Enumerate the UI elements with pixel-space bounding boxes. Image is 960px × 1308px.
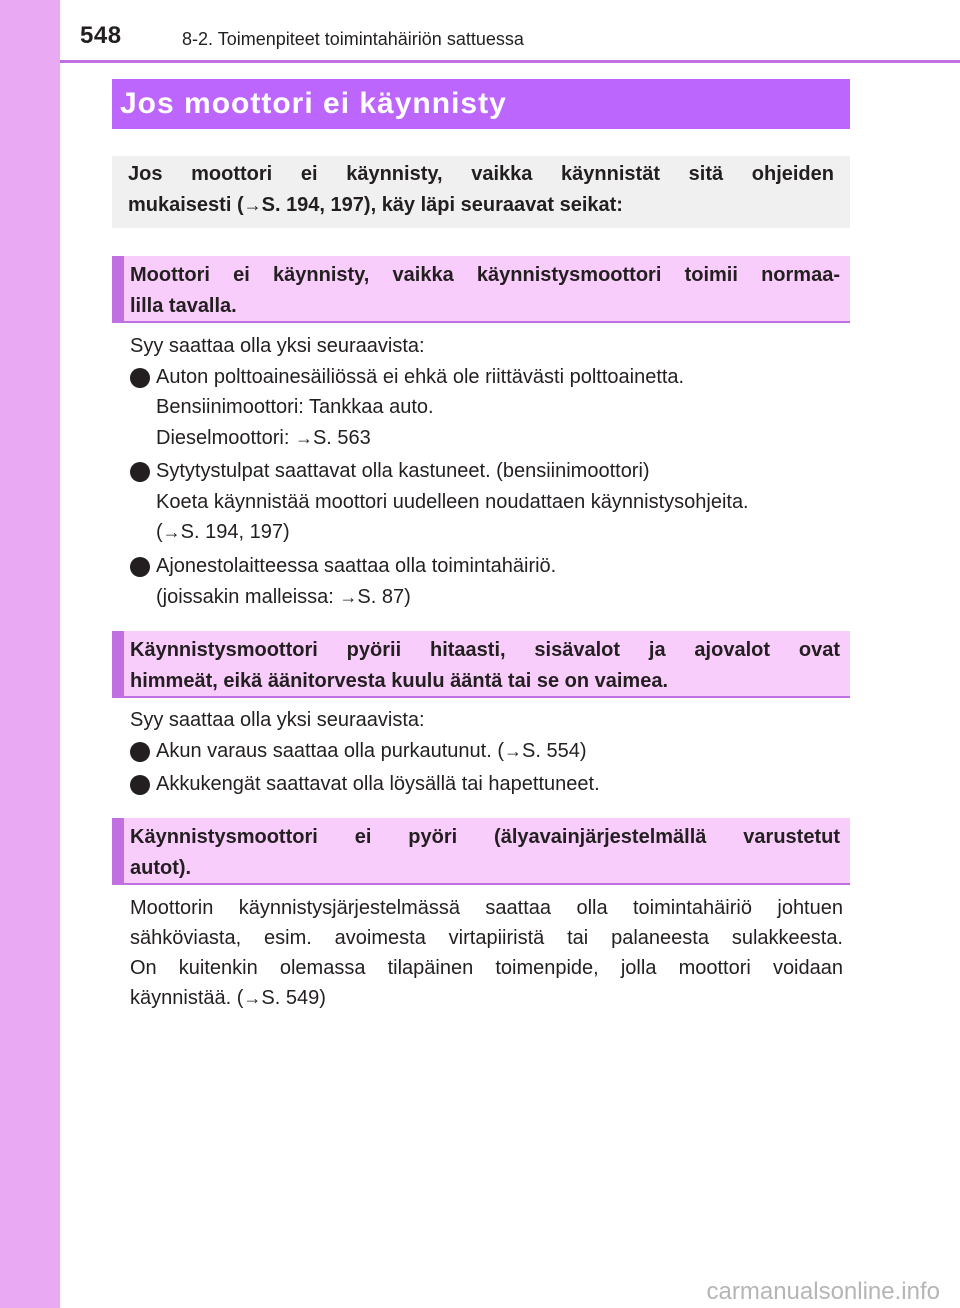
bullet-icon — [130, 557, 150, 577]
paragraph-line-1: Moottorin käynnistysjärjestelmässä saattaa olla toimintahäiriö johtuen — [130, 897, 843, 919]
paragraph-line-3: On kuitenkin olemassa tilapäinen toimenpide, jolla moottori voidaan — [130, 957, 843, 979]
intro-line-2-start: mukaisesti ( — [128, 194, 244, 216]
bullet-icon — [130, 462, 150, 482]
bullet-2-line-1: Sytytystulpat saattavat olla kastuneet. (bensiinimoottori) — [156, 460, 650, 482]
bullet-2-page-ref[interactable]: S. 194, 197) — [180, 521, 290, 543]
bullet-4-line-1-start: Akun varaus saattaa olla purkautunut. ( — [156, 740, 504, 762]
section-1-lead: Syy saattaa olla yksi seuraavista: — [130, 335, 425, 357]
arrow-icon: → — [162, 522, 181, 542]
bullet-2-line-2: Koeta käynnistää moottori uudelleen noudattaen käynnistysohjeita. — [156, 491, 749, 513]
bullet-3-line-2 — [156, 582, 411, 613]
bullet-1-line-1: Auton polttoainesäiliössä ei ehkä ole riittävästi polttoainetta. — [156, 366, 685, 388]
paragraph-page-ref[interactable]: S. 549) — [261, 987, 326, 1009]
subheading-3-line-1: Käynnistysmoottori ei pyöri (älyavainjärjestelmällä varustetut — [130, 826, 840, 848]
watermark: carmanualsonline.info — [706, 1278, 940, 1305]
bullet-3-line-2-start: (joissakin malleissa: — [156, 586, 340, 608]
section-header: 8-2. Toimenpiteet toimintahäiriön sattuessa — [182, 29, 524, 49]
side-color-band — [0, 0, 60, 1308]
bullet-1-line-3 — [156, 423, 371, 454]
intro-page-ref[interactable]: S. 194, 197), käy läpi seuraavat seikat: — [261, 194, 623, 216]
page-number: 548 — [80, 22, 122, 49]
bullet-1-page-ref[interactable]: S. 563 — [312, 427, 371, 449]
subheading-box-2 — [112, 631, 850, 698]
bullet-3-page-ref[interactable]: S. 87) — [357, 586, 411, 608]
bullet-5-line-1: Akkukengät saattavat olla löysällä tai hapettuneet. — [156, 773, 600, 795]
intro-box — [112, 156, 850, 228]
paragraph-line-2: sähköviasta, esim. avoimesta virtapiiristä tai palaneesta sulakkeesta. — [130, 927, 843, 949]
arrow-icon: → — [243, 195, 262, 215]
page-title: Jos moottori ei käynnisty — [120, 87, 507, 120]
subheading-2-line-1: Käynnistysmoottori pyörii hitaasti, sisävalot ja ajovalot ovat — [130, 639, 840, 661]
arrow-icon: → — [504, 741, 522, 761]
subheading-3-line-2: autot). — [130, 857, 192, 879]
paragraph-line-4 — [130, 983, 843, 1013]
subheading-1-line-1: Moottori ei käynnisty, vaikka käynnistysmoottori toimii normaa- — [130, 264, 840, 286]
arrow-icon: → — [294, 428, 313, 448]
subheading-box-3 — [112, 818, 850, 885]
bullet-1-line-3-start: Dieselmoottori: — [156, 427, 295, 449]
intro-line-2 — [128, 194, 623, 216]
page-title-bar — [112, 79, 850, 129]
arrow-icon: → — [339, 587, 358, 607]
arrow-icon: → — [243, 988, 262, 1008]
intro-line-1: Jos moottori ei käynnisty, vaikka käynnistät sitä ohjeiden — [128, 163, 834, 185]
bullet-2-line-3 — [156, 517, 290, 548]
bullet-icon — [130, 775, 150, 795]
subheading-1-line-2: lilla tavalla. — [130, 295, 237, 317]
bullet-2-line-3-start: ( — [156, 521, 163, 543]
header-rule — [60, 60, 960, 63]
bullet-4-page-ref[interactable]: S. 554) — [522, 740, 587, 762]
subheading-2-line-2: himmeät, eikä äänitorvesta kuulu ääntä tai se on vaimea. — [130, 670, 668, 692]
bullet-icon — [130, 368, 150, 388]
paragraph-line-4-start: käynnistää. ( — [130, 987, 244, 1009]
bullet-4-line-1 — [156, 736, 586, 767]
section-3-paragraph — [130, 893, 843, 1013]
section-2-lead: Syy saattaa olla yksi seuraavista: — [130, 709, 425, 731]
bullet-1-line-2: Bensiinimoottori: Tankkaa auto. — [156, 396, 434, 418]
bullet-icon — [130, 742, 150, 762]
bullet-3-line-1: Ajonestolaitteessa saattaa olla toimintahäiriö. — [156, 555, 557, 577]
subheading-box-1 — [112, 256, 850, 323]
